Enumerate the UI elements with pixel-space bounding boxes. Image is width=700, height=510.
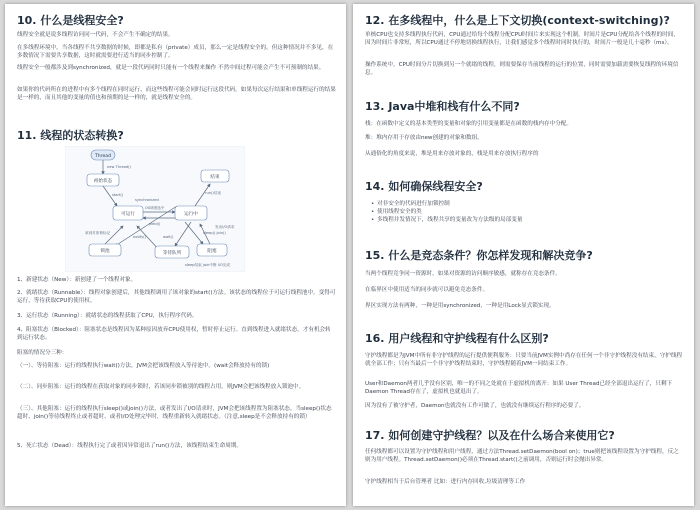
node-running: 运行中 — [184, 211, 198, 217]
node-lock-pool: 锁池 — [100, 248, 110, 254]
s16-paragraph-2: User和Daemon两者几乎没有区别，唯一的不同之处就在于虚拟机的离开：如果 User Thread已经全部退出运行了，只剩下Daemon Thread存在了，虚拟机也就退出了。 — [365, 381, 673, 395]
s13-paragraph-1: 栈：在函数中定义的基本类型的变量和对象的引用变量都是在函数的栈内存中分配。 — [365, 121, 572, 127]
s15-paragraph-3: 界区实现方法有两种，一种是用synchronized，一种是用Lock显式锁实现。 — [365, 303, 555, 309]
label-notify: notify() — [133, 235, 147, 239]
section-11-title: 11. 线程的状态转换? — [17, 129, 124, 142]
s15-paragraph-1: 当两个线程竞争同一资源时，如果对资源的访问顺序敏感，就称存在竞态条件。 — [365, 271, 561, 277]
list-item: • 多线程并发情况下，线程共享的变量改为方法级的局部变量 — [371, 216, 684, 224]
label-new-thread: new Thread() — [107, 165, 131, 169]
label-sched: OS调度选中 — [145, 206, 165, 210]
section-14-title: 14. 如何确保线程安全? — [365, 180, 483, 193]
section-17-title: 17. 如何创建守护线程？以及在什么场合来使用它? — [365, 429, 615, 442]
state-2: 2、就绪状态（Runnable）：线程对象创建后，其他线程调用了该对象的start()方法。该状态的线程位于可运行线程池中，变得可运行，等待获取CPU的使用权。 — [17, 290, 336, 304]
s16-paragraph-3: 因为没有了被守护者，Daemon也就没有工作可做了，也就没有继续运行程序的必要了。 — [365, 403, 585, 409]
state-5: 5、死亡状态（Dead）：线程执行完了或者因异常退出了run()方法，该线程结束生命周期。 — [17, 443, 243, 449]
blocking-3: （三）、其他阻塞：运行的线程执行sleep()或join()方法，或者发出了I/O请求时，JVM会把该线程置为阻塞状态。当sleep()状态超时、join()等待线程终止或者超时、或者I/O处理完毕时，线程重新转入就绪状态。（注意,sleep是不会释放持有的锁） — [17, 406, 332, 420]
label-sleep: sleep() join() — [203, 231, 226, 235]
node-wait-pool: 等待队列 — [162, 250, 182, 256]
label-wait: wait() — [163, 235, 174, 239]
s12-paragraph-2: 操作系统中，CPU时间分片切换到另一个就绪的线程，则需要保存当前线程的运行的位置，同时需要加载需要恢复线程的环境信息。 — [365, 62, 679, 76]
right-page — [353, 4, 694, 506]
state-3: 3、运行状态（Running）：就绪状态的线程获取了CPU，执行程序代码。 — [17, 313, 198, 319]
list-item: • 对非安全的代码进行加锁控制 — [371, 200, 684, 208]
label-timeout: sleep结束 join中断 I/O完成 — [185, 263, 230, 267]
section-10-title: 10. 什么是线程安全? — [17, 14, 124, 27]
state-1: 1、新建状态（New）：新创建了一个线程对象。 — [17, 277, 137, 283]
s13-paragraph-3: 从通俗化的角度来说，堆是用来存放对象的，栈是用来存放执行程序的 — [365, 151, 539, 157]
blocking-2: （二）、同步阻塞：运行的线程在获取对象的同步锁时，若该同步锁被别的线程占用，则JVM会把该线程放入锁池中。 — [17, 384, 305, 390]
node-runnable: 可运行 — [121, 211, 135, 217]
s17-paragraph-2: 守护线程相当于后台管理者 比如：进行内存回收,垃圾清理等工作 — [365, 479, 526, 485]
s10-paragraph-1: 线程安全就是说多线程访问同一代码，不会产生不确定的结果。 — [17, 32, 174, 38]
label-run-end: run()结束 — [205, 191, 222, 195]
list-item: • 使用线程安全的类 — [371, 208, 684, 216]
thread-state-diagram — [65, 146, 245, 272]
section-13-title: 13. Java中堆和栈有什么不同? — [365, 100, 520, 113]
s10-paragraph-2: 在多线程环境中，当各线程不共享数据的时候，即都是私有（private）成员，那么一定是线程安全的。但这种情况并不多见，在多数情况下需要共享数据，这时就需要进行适当的同步控制了。 — [17, 45, 334, 59]
s17-paragraph-1: 任何线程都可以设置为守护线程和用户线程，通过方法Thread.setDaemon(bool on)；true则把该线程设置为守护线程，反之则为用户线程。Thread.setDaemon()必须在Thread.start()之前调用，否则运行时会抛出异常。 — [365, 449, 679, 463]
node-thread: Thread — [94, 153, 112, 159]
s13-paragraph-2: 堆：堆内存用于存放由new创建的对象和数组。 — [365, 135, 483, 141]
label-sync: synchronized — [135, 198, 159, 202]
node-dead: 结束 — [210, 174, 220, 180]
s16-paragraph-1: 守护线程都是为JVM中所有非守护线程的运行提供便利服务：只要当前JVM实例中尚存在任何一个非守护线程没有结束，守护线程就全部工作；只有当最后一个非守护线程结束时，守护线程随着JVM一同结束工作。 — [365, 353, 683, 367]
s14-list — [371, 200, 684, 224]
node-blocked: 阻塞 — [207, 248, 217, 254]
blocking-1: （一）、等待阻塞：运行的线程执行wait()方法，JVM会把该线程放入等待池中。(wait会释放持有的锁) — [17, 363, 270, 369]
s15-paragraph-2: 在临界区中使用适当的同步就可以避免竞态条件。 — [365, 287, 489, 293]
node-initial: 初始状态 — [93, 178, 113, 184]
label-lock-got: 拿到对象锁标记 — [85, 231, 111, 235]
state-4: 4、阻塞状态（Blocked）：阻塞状态是线程因为某种原因放弃CPU使用权，暂时停止运行。直到线程进入就绪状态，才有机会转到运行状态。 — [17, 327, 331, 341]
section-15-title: 15. 什么是竞态条件？你怎样发现和解决竞争? — [365, 249, 593, 262]
label-start: start() — [112, 193, 124, 197]
s10-paragraph-3: 线程安全一般都涉及到synchronized，就是一段代码同时只能有一个线程来操作 不然中间过程可能会产生不可预制的结果。 — [17, 65, 325, 71]
s12-paragraph-1: 单核CPU也支持多线程执行代码，CPU通过给每个线程分配CPU时间片来实现这个机制。时间片是CPU分配给各个线程的时间，因为时间片非常短，所以CPU通过不停地切换线程执行，让我们感觉多个线程时同时执行的，时间片一般是几十毫秒（ms）。 — [365, 32, 679, 46]
s10-paragraph-4: 如果你的代码所在的进程中有多个线程在同时运行，而这些线程可能会同时运行这段代码。如果每次运行结果和单线程运行的结果是一样的，而且其他的变量的值也和预期的是一样的，就是线程安全的。 — [17, 87, 336, 101]
label-yield: yield() — [149, 222, 161, 226]
blocking-intro: 阻塞的情况分三种： — [17, 350, 68, 356]
left-page — [5, 4, 346, 506]
section-16-title: 16. 用户线程和守护线程有什么区别? — [365, 332, 549, 345]
label-io: 发出I/O请求 — [215, 225, 235, 229]
section-12-title: 12. 在多线程中，什么是上下文切换(context-switching)? — [365, 14, 670, 27]
